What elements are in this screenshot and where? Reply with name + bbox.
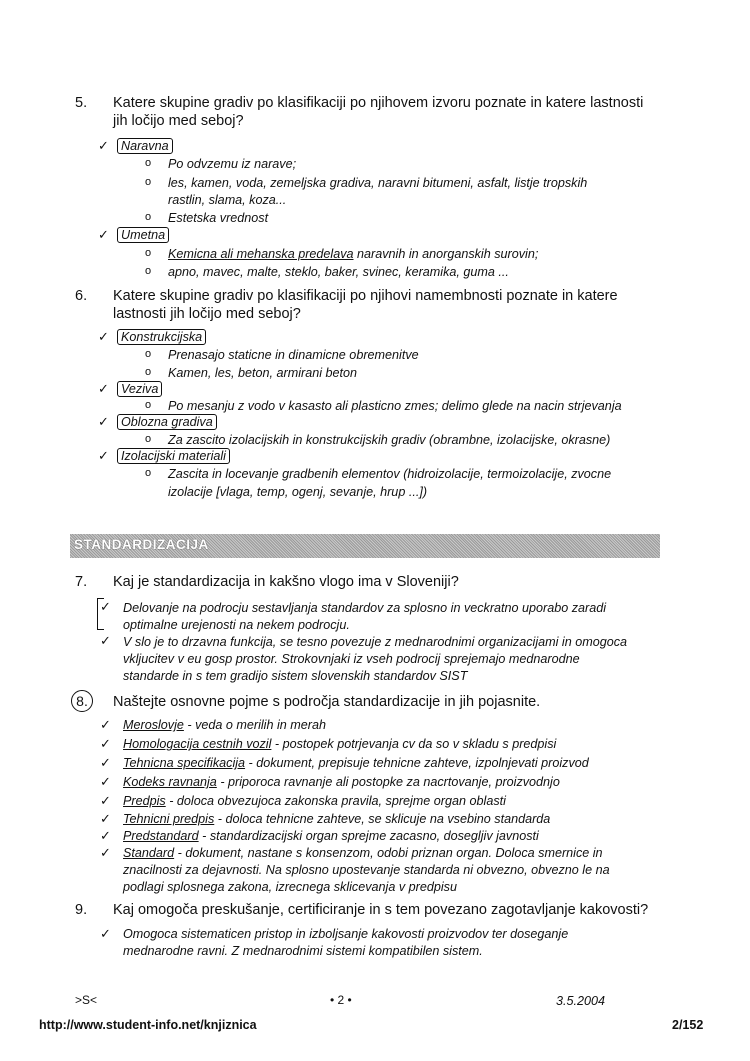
bullet-icon: o xyxy=(145,433,152,445)
q5-umetna-item2: apno, mavec, malte, steklo, baker, svinec, keramika, guma ... xyxy=(168,265,509,279)
q8-question: Naštejte osnovne pojme s področja standardizacije in jih pojasnite. xyxy=(113,694,541,710)
q7-answer2-cont2: standarde in s tem gradijo sistem slovenskih standardov SIST xyxy=(123,669,468,683)
checkmark-icon: ✓ xyxy=(100,793,111,808)
q6-group-izolacijski: Izolacijski materiali xyxy=(117,448,230,464)
bullet-icon: o xyxy=(145,211,152,223)
footer-date: 3.5.2004 xyxy=(556,994,606,1008)
checkmark-icon: ✓ xyxy=(100,774,111,789)
q9-number: 9. xyxy=(75,902,88,918)
footer-page-count: 2/152 xyxy=(672,1018,704,1032)
footer-page-center: • 2 • xyxy=(330,993,352,1007)
q7-question: Kaj je standardizacija in kakšno vlogo ima v Sloveniji? xyxy=(113,574,459,590)
q6-izolacijski-item1: Zascita in locevanje gradbenih elementov (hidroizolacije, termoizolacije, zvocne xyxy=(168,467,612,481)
checkmark-icon: ✓ xyxy=(98,227,109,242)
q8-term-item: Predstandard - standardizacijski organ sprejme zacasno, dosegljiv javnosti xyxy=(123,829,539,843)
bullet-icon: o xyxy=(145,467,152,479)
q8-term-item: Tehnicni predpis - doloca tehnicne zahteve, se sklicuje na vsebino standarda xyxy=(123,812,551,826)
q8-term-item: Tehnicna specifikacija - dokument, prepisuje tehnicne zahteve, izpolnjevati proizvod xyxy=(123,756,589,770)
checkmark-icon: ✓ xyxy=(100,599,111,614)
q6-group-konstrukcijska: Konstrukcijska xyxy=(117,329,206,345)
q6-number: 6. xyxy=(75,288,88,304)
footer-url-link[interactable]: http://www.student-info.net/knjiznica xyxy=(39,1018,257,1032)
bullet-icon: o xyxy=(145,176,152,188)
q8-term-item: Homologacija cestnih vozil - postopek potrjevanja cv da so v skladu s predpisi xyxy=(123,737,557,751)
q9-answer1: Omogoca sistematicen pristop in izboljsanje kakovosti proizvodov ter doseganje xyxy=(123,927,569,941)
q6-group-oblozna: Oblozna gradiva xyxy=(117,414,217,430)
checkmark-icon: ✓ xyxy=(100,811,111,826)
q9-question: Kaj omogoča preskušanje, certificiranje in s tem povezano zagotavljanje kakovosti? xyxy=(113,902,649,918)
q5-naravna-item3: Estetska vrednost xyxy=(168,211,269,225)
q6-konstrukcijska-item2: Kamen, les, beton, armirani beton xyxy=(168,366,358,380)
q5-group-umetna: Umetna xyxy=(117,227,169,243)
q6-konstrukcijska-item1: Prenasajo staticne in dinamicne obremenitve xyxy=(168,348,419,362)
checkmark-icon: ✓ xyxy=(100,828,111,843)
q7-answer1: Delovanje na podrocju sestavljanja standardov za splosno in veckratno uporabo zaradi xyxy=(123,601,607,615)
q7-answer1-cont: optimalne urejenosti na nekem podrocju. xyxy=(123,618,350,632)
checkmark-icon: ✓ xyxy=(100,736,111,751)
q7-answer2-cont1: vkljucitev v eu gosp prostor. Strokovnjaki iz vseh podrocij sprejemajo mednarodne xyxy=(123,652,580,666)
q8-term-item: Meroslovje - veda o merilih in merah xyxy=(123,718,326,732)
q8-term-item: Predpis - doloca obvezujoca zakonska pravila, sprejme organ oblasti xyxy=(123,794,506,808)
q6-question-line2: lastnosti jih ločijo med seboj? xyxy=(113,306,301,322)
q6-group-veziva: Veziva xyxy=(117,381,162,397)
checkmark-icon: ✓ xyxy=(98,329,109,344)
q8-term-item: Kodeks ravnanja - priporoca ravnanje ali postopke za nacrtovanje, proizvodnjo xyxy=(123,775,560,789)
bullet-icon: o xyxy=(145,348,152,360)
q5-question-line2: jih ločijo med seboj? xyxy=(113,113,244,129)
q6-izolacijski-item1-cont: izolacije [vlaga, temp, ogenj, sevanje, hrup ...]) xyxy=(168,485,428,499)
footer-left-mark: >S< xyxy=(75,993,98,1007)
checkmark-icon: ✓ xyxy=(98,414,109,429)
checkmark-icon: ✓ xyxy=(98,448,109,463)
checkmark-icon: ✓ xyxy=(100,755,111,770)
q5-naravna-item2-cont: rastlin, slama, koza... xyxy=(168,193,287,207)
checkmark-icon: ✓ xyxy=(98,138,109,153)
q7-number: 7. xyxy=(75,574,88,590)
checkmark-icon: ✓ xyxy=(100,717,111,732)
q8-standard-cont1: znacilnosti za dejavnosti. Na splosno upostevanje standarda ni obvezno, obvezno le na xyxy=(123,863,610,877)
q5-umetna-item1: Kemicna ali mehanska predelava naravnih in anorganskih surovin; xyxy=(168,247,539,261)
section-header-title: STANDARDIZACIJA xyxy=(74,537,209,552)
bullet-icon: o xyxy=(145,247,152,259)
bullet-icon: o xyxy=(145,265,152,277)
checkmark-icon: ✓ xyxy=(98,381,109,396)
q5-naravna-item1: Po odvzemu iz narave; xyxy=(168,157,297,171)
q5-number: 5. xyxy=(75,95,88,111)
checkmark-icon: ✓ xyxy=(100,845,111,860)
checkmark-icon: ✓ xyxy=(100,633,111,648)
q5-question-line1: Katere skupine gradiv po klasifikaciji po njihovem izvoru poznate in katere lastnosti xyxy=(113,95,644,111)
q5-group-naravna: Naravna xyxy=(117,138,173,154)
bullet-icon: o xyxy=(145,157,152,169)
q8-term-item: Standard - dokument, nastane s konsenzom, odobi priznan organ. Doloca smernice in xyxy=(123,846,603,860)
q6-veziva-item1: Po mesanju z vodo v kasasto ali plasticno zmes; delimo glede na nacin strjevanja xyxy=(168,399,622,413)
q9-answer1-cont: mednarodne ravni. Z mednarodnimi sistemi kompatibilen sistem. xyxy=(123,944,483,958)
q8-standard-cont2: podlagi splosnega zakona, izrecnega sklicevanja v predpisu xyxy=(123,880,457,894)
q5-naravna-item2: les, kamen, voda, zemeljska gradiva, naravni bitumeni, asfalt, listje tropskih xyxy=(168,176,588,190)
q8-number-circled: 8. xyxy=(71,690,93,712)
q6-oblozna-item1: Za zascito izolacijskih in konstrukcijskih gradiv (obrambne, izolacijske, okrasne) xyxy=(168,433,611,447)
q7-answer2: V slo je to drzavna funkcija, se tesno povezuje z mednarodnimi organizacijami in omogoca xyxy=(123,635,628,649)
checkmark-icon: ✓ xyxy=(100,926,111,941)
section-header-bar xyxy=(70,534,660,558)
bullet-icon: o xyxy=(145,366,152,378)
q6-question-line1: Katere skupine gradiv po klasifikaciji po njihovi namembnosti poznate in katere xyxy=(113,288,618,304)
bullet-icon: o xyxy=(145,399,152,411)
